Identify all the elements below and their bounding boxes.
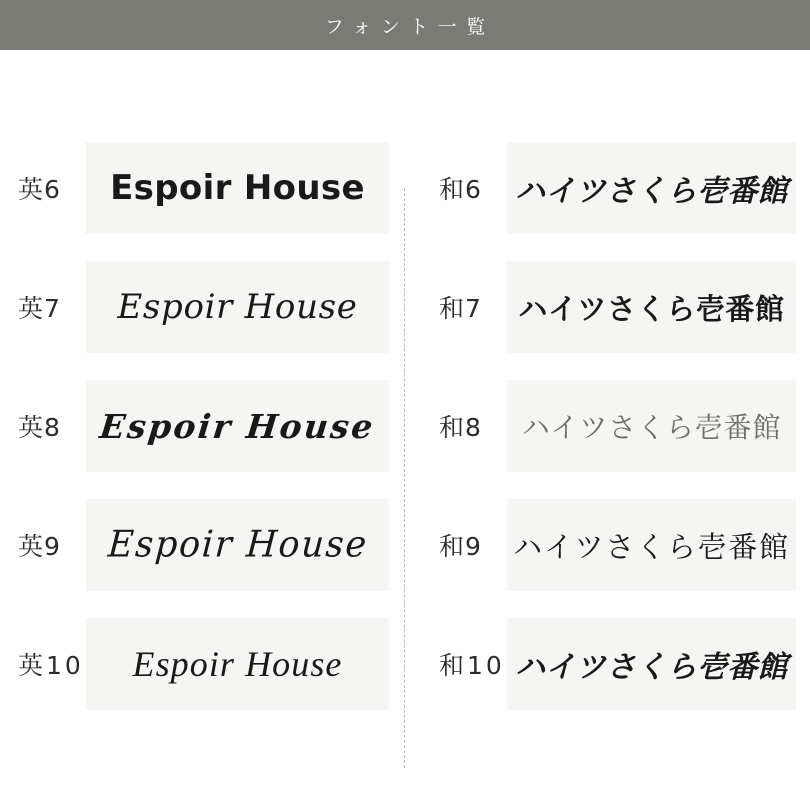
column-divider (404, 188, 405, 768)
font-sample (507, 380, 796, 472)
font-code-label: 英6 (18, 175, 61, 204)
english-font-column (0, 138, 405, 733)
font-sample-text: ハイツさくら壱番館 (513, 529, 790, 564)
font-sample-text: ハイツさくら壱番館 (521, 411, 782, 444)
font-columns (0, 138, 810, 733)
font-row[interactable] (14, 376, 389, 476)
font-sample-text: ハイツさくら壱番館 (515, 174, 788, 209)
font-code-label: 和7 (439, 294, 482, 323)
font-code-label: 和8 (439, 413, 482, 442)
font-sample (507, 142, 796, 234)
font-sample-text: ハイツさくら壱番館 (515, 650, 788, 685)
page-title: フォント一覧 (324, 15, 495, 38)
font-code-label: 和6 (439, 175, 482, 204)
font-sample-text: Espoir House (106, 524, 369, 566)
font-sample (86, 618, 389, 710)
font-sample-text: Espoir House (117, 287, 358, 327)
font-code-label: 英10 (18, 651, 84, 680)
font-row[interactable] (14, 495, 389, 595)
font-sample (86, 499, 389, 591)
font-row[interactable] (435, 257, 796, 357)
font-code-label: 英8 (18, 413, 61, 442)
font-code-label: 英9 (18, 532, 61, 561)
font-code-label: 和10 (439, 651, 505, 680)
font-sample (507, 499, 796, 591)
font-sample-text: Espoir House (98, 406, 377, 446)
font-sample-text: ハイツさくら壱番館 (518, 291, 785, 326)
font-row[interactable] (14, 138, 389, 238)
font-row[interactable] (14, 614, 389, 714)
font-sample (86, 142, 389, 234)
font-row[interactable] (435, 495, 796, 595)
font-sample-text: Espoir House (132, 644, 343, 684)
font-list-sheet (0, 50, 810, 810)
font-sample (507, 261, 796, 353)
japanese-font-column (405, 138, 810, 733)
font-sample (86, 380, 389, 472)
font-code-label: 和9 (439, 532, 482, 561)
font-code-label: 英7 (18, 294, 61, 323)
font-row[interactable] (14, 257, 389, 357)
font-sample (507, 618, 796, 710)
font-row[interactable] (435, 376, 796, 476)
font-row[interactable] (435, 138, 796, 238)
font-sample-text: Espoir House (110, 168, 365, 208)
font-sample (86, 261, 389, 353)
page-header (0, 0, 810, 50)
font-row[interactable] (435, 614, 796, 714)
